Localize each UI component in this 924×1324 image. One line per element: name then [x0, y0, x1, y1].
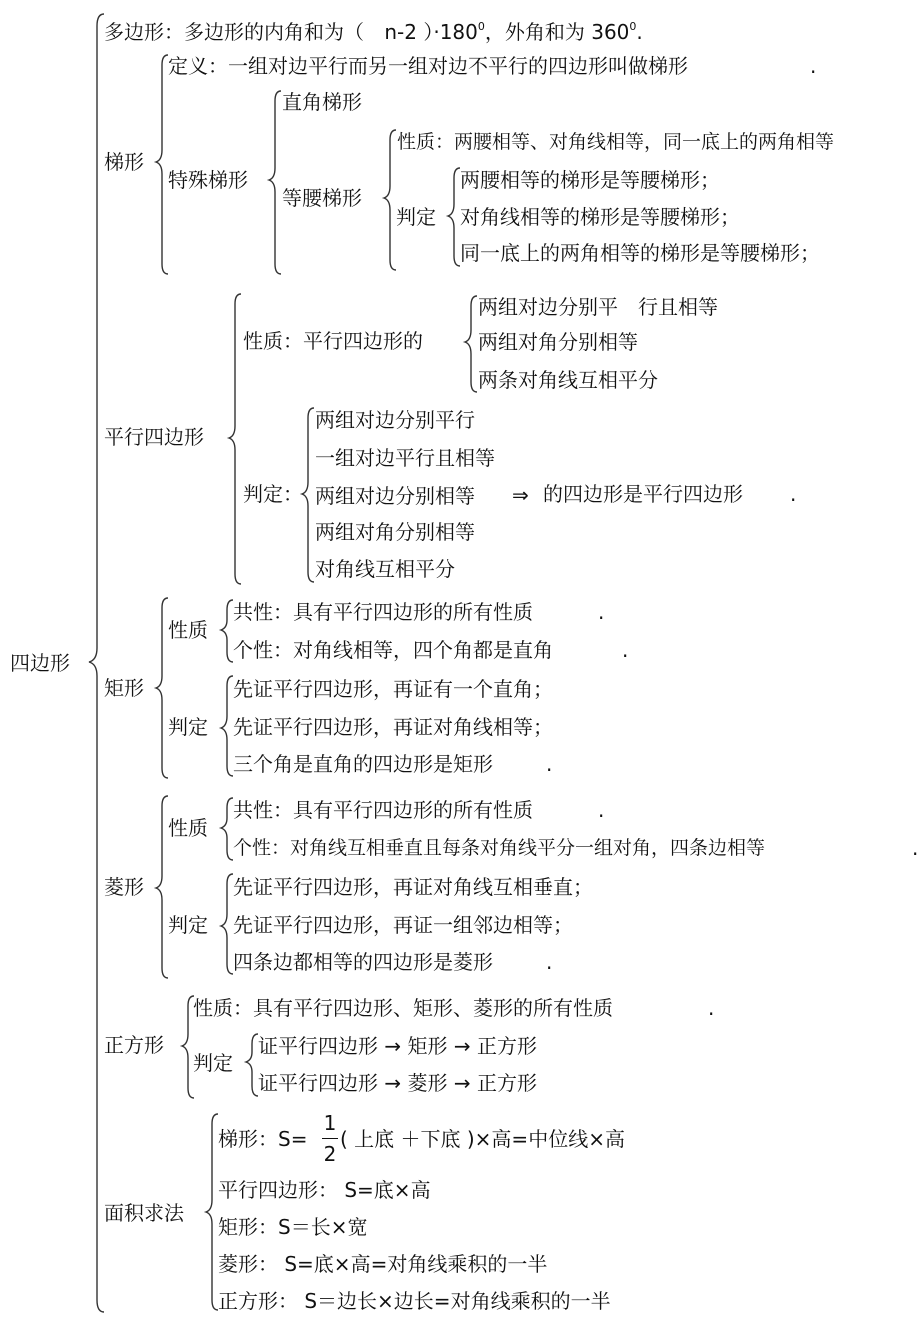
rectangle-bracket — [156, 598, 168, 778]
polygon-end: . — [636, 20, 643, 44]
special-trapezoid-bracket — [269, 91, 281, 274]
square-property-end: . — [708, 996, 715, 1020]
parallelogram-property-bracket — [465, 296, 477, 392]
rectangle-property: 个性：对角线相等，四个角都是直角 — [233, 638, 553, 662]
rectangle-criterion: 三个角是直角的四边形是矩形 — [233, 752, 493, 776]
square-property: 性质：具有平行四边形、矩形、菱形的所有性质 — [193, 996, 613, 1020]
area-trapezoid-prefix: 梯形：S= — [218, 1127, 308, 1151]
square-criteria-bracket — [246, 1034, 258, 1096]
parallelogram-criterion: 两组对角分别相等 — [315, 520, 475, 544]
polygon-middle: ，外角和为 360 — [484, 20, 630, 44]
right-trapezoid: 直角梯形 — [282, 90, 362, 114]
parallelogram-bracket — [229, 294, 241, 584]
isosceles-criterion: 同一底上的两角相等的梯形是等腰梯形； — [460, 241, 820, 265]
parallelogram-criterion: 两组对边分别平行 — [315, 408, 475, 432]
fraction-bar — [322, 1138, 338, 1139]
polygon-formula: n-2 ）·180 — [384, 20, 478, 44]
rhombus-criteria-bracket — [221, 874, 233, 974]
parallelogram-criterion: 一组对边平行且相等 — [315, 446, 495, 470]
rectangle-property-label: 性质 — [168, 618, 208, 642]
rhombus-criterion-end: . — [546, 950, 553, 974]
isosceles-criterion: 两腰相等的梯形是等腰梯形； — [460, 168, 720, 192]
rhombus-criterion: 先证平行四边形，再证一组邻边相等； — [233, 913, 573, 937]
rhombus-criteria-label: 判定 — [168, 913, 208, 937]
trapezoid-label: 梯形 — [104, 150, 144, 174]
rectangle-property-end: . — [598, 600, 605, 624]
area-formula: 矩形：S＝长×宽 — [218, 1215, 368, 1239]
polygon-prefix: 多边形：多边形的内角和为（ — [104, 20, 364, 44]
square-criterion: 证平行四边形 → 菱形 → 正方形 — [258, 1071, 537, 1095]
polygon-degree-sup-1: 0 — [477, 20, 485, 33]
rectangle-criterion: 先证平行四边形，再证有一个直角； — [233, 677, 553, 701]
rectangle-criterion: 先证平行四边形，再证对角线相等； — [233, 715, 553, 739]
rhombus-property: 个性：对角线互相垂直且每条对角线平分一组对角，四条边相等 — [233, 837, 766, 859]
parallelogram-criteria-bracket — [302, 408, 314, 582]
rhombus-criterion: 先证平行四边形，再证对角线互相垂直； — [233, 875, 593, 899]
parallelogram-label: 平行四边形 — [104, 425, 204, 449]
polygon-line — [104, 14, 643, 45]
parallelogram-criterion: 两组对边分别相等 — [315, 484, 475, 508]
area-trapezoid-formula: ( 上底 ＋下底 )×高=中位线×高 — [340, 1127, 625, 1151]
square-criterion: 证平行四边形 → 矩形 → 正方形 — [258, 1034, 537, 1058]
trapezoid-definition-end: . — [810, 54, 817, 78]
rhombus-criterion: 四条边都相等的四边形是菱形 — [233, 950, 493, 974]
rhombus-property-end: . — [912, 836, 919, 860]
implies-arrow: ⇒ — [512, 483, 529, 507]
parallelogram-criterion: 对角线互相平分 — [315, 557, 455, 581]
rectangle-criterion-end: . — [546, 752, 553, 776]
trapezoid-definition: 定义：一组对边平行而另一组对边不平行的四边形叫做梯形 — [168, 54, 688, 78]
isosceles-criteria-label: 判定 — [396, 205, 436, 229]
fraction-numerator: 1 — [323, 1111, 337, 1135]
parallelogram-property: 两组对角分别相等 — [478, 330, 638, 354]
polygon-degree-sup-2: 0 — [629, 20, 637, 33]
rhombus-property-end: . — [598, 798, 605, 822]
isosceles-trapezoid-label: 等腰梯形 — [282, 186, 362, 210]
square-criteria-label: 判定 — [193, 1051, 233, 1075]
root-label: 四边形 — [10, 651, 70, 675]
rhombus-bracket — [156, 796, 168, 978]
isosceles-criteria-bracket — [448, 168, 460, 266]
rectangle-label: 矩形 — [104, 676, 144, 700]
isosceles-criterion: 对角线相等的梯形是等腰梯形； — [460, 205, 740, 229]
square-label: 正方形 — [104, 1033, 164, 1057]
parallelogram-property: 两条对角线互相平分 — [478, 368, 658, 392]
isosceles-bracket — [384, 130, 396, 270]
area-label: 面积求法 — [104, 1201, 184, 1225]
fraction-denominator: 2 — [323, 1142, 337, 1166]
rectangle-property-end: . — [622, 638, 629, 662]
rectangle-criteria-label: 判定 — [168, 715, 208, 739]
rhombus-property: 共性：具有平行四边形的所有性质 — [233, 798, 533, 822]
trapezoid-bracket — [156, 55, 168, 274]
area-formula: 菱形： S=底×高=对角线乘积的一半 — [218, 1252, 548, 1276]
rhombus-property-bracket — [221, 798, 233, 860]
parallelogram-property: 两组对边分别平 行且相等 — [478, 295, 718, 319]
area-bracket — [206, 1114, 218, 1310]
root-bracket — [89, 14, 104, 1312]
rectangle-criteria-bracket — [221, 676, 233, 776]
parallelogram-conclusion-end: . — [790, 482, 797, 506]
parallelogram-property-label: 性质：平行四边形的 — [243, 329, 423, 353]
parallelogram-criteria-label: 判定： — [243, 482, 303, 506]
rhombus-property-label: 性质 — [168, 816, 208, 840]
special-trapezoid-label: 特殊梯形 — [168, 168, 248, 192]
rectangle-property-bracket — [221, 600, 233, 662]
parallelogram-conclusion: 的四边形是平行四边形 — [543, 482, 743, 506]
area-formula: 平行四边形： S=底×高 — [218, 1178, 431, 1202]
rectangle-property: 共性：具有平行四边形的所有性质 — [233, 600, 533, 624]
area-formula: 正方形： S＝边长×边长=对角线乘积的一半 — [218, 1289, 611, 1313]
rhombus-label: 菱形 — [104, 875, 144, 899]
isosceles-property: 性质：两腰相等、对角线相等，同一底上的两角相等 — [397, 131, 835, 153]
